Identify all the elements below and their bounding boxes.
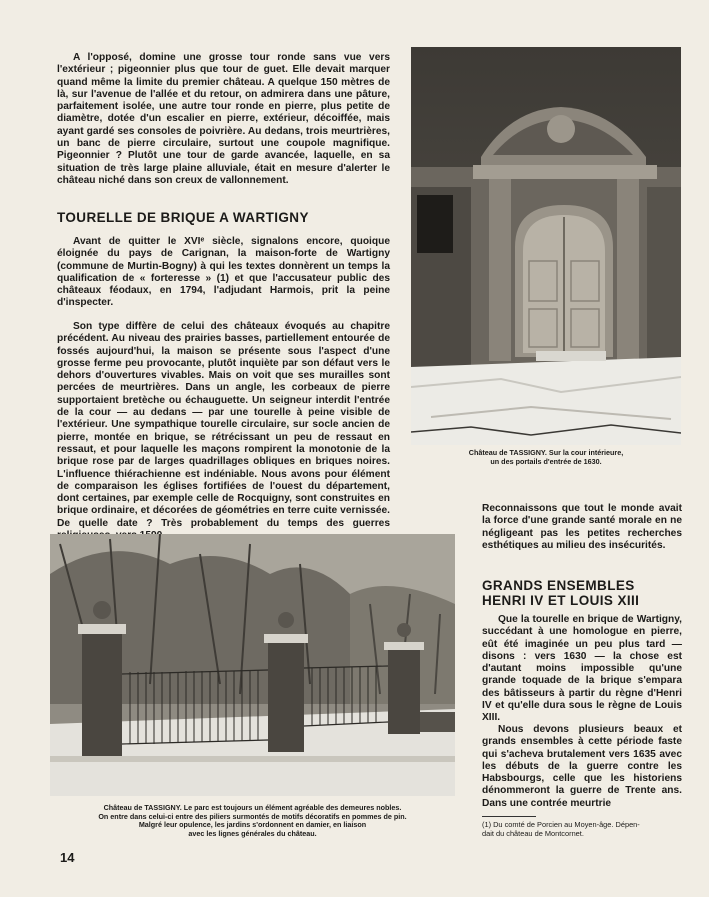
park-caption-line-1: Château de TASSIGNY. Le parc est toujours un élément agréable des demeures nobles. (103, 803, 402, 812)
park-caption-line-3: Malgré leur opulence, les jardins s'ordonnent en damier, en liaison (138, 820, 367, 830)
park-gate-photo-image (50, 534, 455, 796)
section-heading-wartigny: TOURELLE DE BRIQUE A WARTIGNY (57, 210, 309, 225)
wartigny-paragraph-2: Son type diffère de celui des châteaux évoqués au chapitre précédent. Au niveau des prairies basses, partiellement entourée de fossés aujourd'hui, la maison se présente sous l'aspect d'une grosse ferme peu provocante, plutôt inquiète par son défaut vers le dehors d'ouvertures vivables. Mais on voit que ses murailles sont percées de meurtrières. Dans un angle, les corbeaux de pierre supportaient bretèche ou échauguette. Un seigneur interdit l'entrée de la cour — au dedans — par une tourelle à peine visible de l'extérieur. Une sympathique tourelle circulaire, sur socle ancien de pierre, montée en brique, se rétrécissant un peu de ressaut en ressaut, et pour laquelle les maçons rompirent la monotonie de la brique rose par de larges quadrillages obliques en briques noires. L'influence thiérachienne est indéniable. Nous avons pour élément de comparaison les églises fortifiées de l'ouest du département, dont certaines, par exemple celle de Rocquigny, sont construites en brique ordinaire, et décorées de géométries en terre cuite vernissée. De quelle date ? Très probablement du temps des guerres (57, 321, 390, 529)
ensembles-heading-line-1: GRANDS ENSEMBLES (482, 578, 635, 593)
section-heading-ensembles (482, 578, 639, 608)
portal-caption-line-1: Château de TASSIGNY. Sur la cour intérieure, (468, 448, 624, 457)
ensembles-paragraph-1: Que la tourelle en brique de Wartigny, succédant à une homologue en pierre, eût été imaginée un peu plus tard — disons : vers 1630 — la chose est d'autant moins impossible qu'une grande toquade de la brique s'empara des bâtisseurs à partir du règne d'Henri IV et qu'elle dura sous le règne de Louis XIII. (482, 614, 682, 724)
chateau-park-gate-photo (50, 534, 455, 796)
footnote-line-2: dait du château de Montcornet. (482, 829, 584, 838)
park-caption-line-2: On entre dans celui-ci entre des piliers surmontés de motifs décoratifs en pommes de pin. (98, 811, 407, 821)
ensembles-heading-line-2: HENRI IV ET LOUIS XIII (482, 593, 640, 608)
footnote (482, 820, 682, 838)
right-intro-paragraph: Reconnaissons que tout le monde avait la force d'une grande santé morale en ne négligeant pas les petites recherches esthétiques au milieu des insécurités. (482, 503, 682, 551)
footnote-line-1: (1) Du comté de Porcien au Moyen-âge. Dépen- (482, 820, 640, 829)
page-number: 14 (60, 850, 75, 865)
wartigny-paragraph-1: Avant de quitter le XVIᵉ siècle, signalons encore, quoique éloignée du pays de Carignan, la maison-forte de Wartigny (commune de Murtin-Bogny) à qui les textes donnèrent un temps la qualification de « forteresse » (1) et que l'accusateur public des châteaux féodaux, en 1794, l'adjudant Harmois, prit la peine d'inspecter. (57, 236, 390, 309)
ensembles-paragraph-2: Nous devons plusieurs beaux et grands ensembles à cette période faste qui s'acheva brutalement vers 1635 avec les débuts de la guerre contre les Habsbourgs, celle que les historiens dénommeront la guerre de Trente ans. Dans une contrée meurtrie (482, 724, 682, 809)
portal-photo-image (411, 47, 681, 445)
portal-caption-line-2: un des portails d'entrée de 1630. (490, 456, 602, 466)
footnote-divider (482, 816, 536, 817)
chateau-portal-photo (411, 47, 681, 445)
portal-photo-caption (411, 449, 681, 466)
park-caption-line-4: avec les lignes générales du château. (188, 828, 317, 838)
intro-paragraph: A l'opposé, domine une grosse tour ronde sans vue vers l'extérieur ; pigeonnier plus que tour de guet. Elle devait marquer quand même la limite du premier château. A quelque 150 mètres de là, sur l'avenue de l'allée et du retour, on admirera dans une pâture, parfaitement isolée, une autre tour ronde en pierre, plus petite de diamètre, dotée d'un escalier en pierre, extérieur, décoiffée, mais ayant gardé ses consoles de poivrière. Au dedans, trois meurtrières, un banc de pierre circulaire, surtout une coupole magnifique. Pigeonnier ? Plutôt une tour de garde avancée, laquelle, en sa situation de très large plaine alluviale, était en mesure d'alerter le château niché dans son creux de vallonnement. (57, 52, 390, 186)
park-photo-caption (50, 804, 455, 838)
